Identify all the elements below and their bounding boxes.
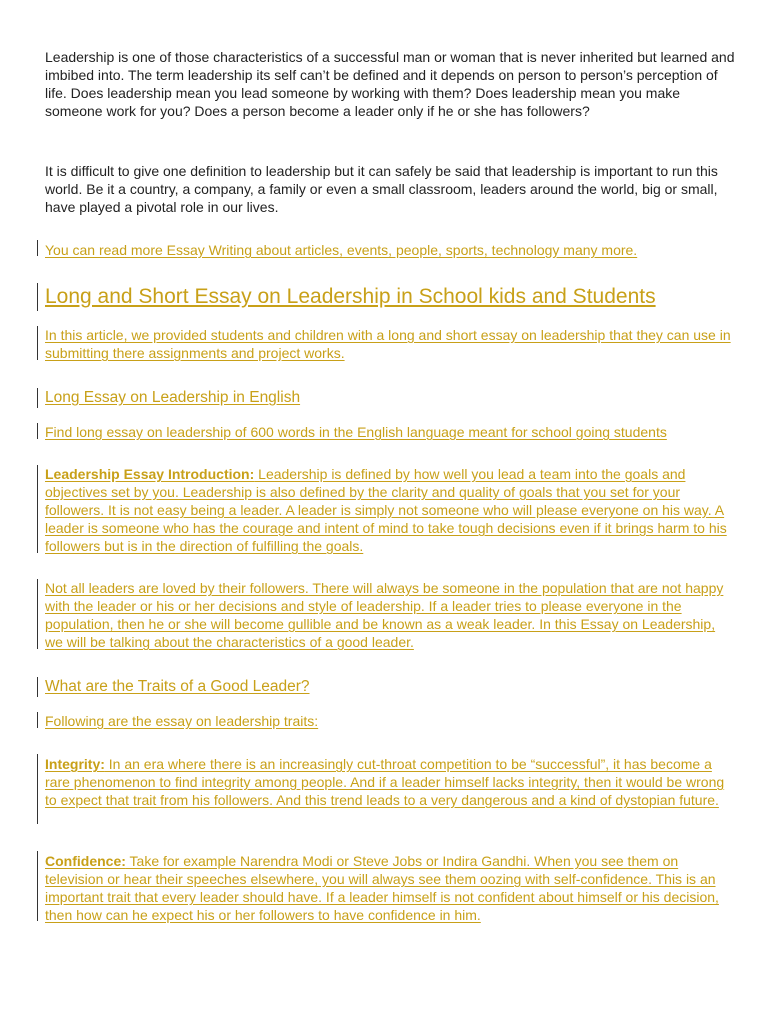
integrity-label: Integrity: [45, 756, 105, 772]
change-bar [37, 677, 38, 697]
change-bar [37, 851, 38, 921]
intro-paragraph-2: It is difficult to give one definition to leadership but it can safely be said that leadership is important to run this world. Be it a country, a company, a family or even a small classroom, leaders around the world, big or small, have played a pivotal role in our lives. [45, 163, 718, 215]
integrity-text: In an era where there is an increasingly cut-throat competition to be “successful”, it has become a rare phenomenon to find integrity among people. And if a leader himself lacks integrity, then it would be wrong to expect that trait from his followers. And this trend leads to a very dangerous and a kind of dystopian future. [45, 756, 725, 808]
main-heading-link[interactable]: Long and Short Essay on Leadership in School kids and Students [45, 285, 656, 308]
confidence-label: Confidence: [45, 853, 126, 869]
long-essay-desc-link[interactable]: Find long essay on leadership of 600 words in the English language meant for school going students [45, 424, 667, 440]
change-bar [37, 326, 38, 360]
long-essay-heading-link[interactable]: Long Essay on Leadership in English [45, 389, 301, 406]
read-more-link[interactable]: You can read more Essay Writing about articles, events, people, sports, technology many more. [45, 242, 638, 258]
introduction-label: Leadership Essay Introduction: [45, 466, 255, 482]
change-bar [37, 712, 38, 728]
traits-intro-link[interactable]: Following are the essay on leadership traits: [45, 713, 319, 729]
introduction-paragraph-link[interactable] [45, 465, 735, 555]
change-bar [37, 423, 38, 439]
article-intro-link[interactable]: In this article, we provided students and children with a long and short essay on leadership that they can use in submitting there assignments and project works. [45, 327, 731, 361]
change-bar [37, 240, 38, 256]
traits-heading-link[interactable]: What are the Traits of a Good Leader? [45, 678, 310, 695]
change-bar [37, 579, 38, 649]
change-bar [37, 465, 38, 553]
intro-paragraph-1: Leadership is one of those characteristics of a successful man or woman that is never inherited but learned and imbibed into. The term leadership its self can’t be defined and it depends on person to person’s perception of life. Does leadership mean you lead someone by working with them? Does leadership mean you make someone work for you? Does a person become a leader only if he or she has followers? [45, 49, 735, 119]
introduction-text: Leadership is defined by how well you lead a team into the goals and objectives set by you. Leadership is also defined by the clarity and quality of goals that you set for your followers. It is not easy being a leader. A leader is simply not someone who will please everyone on his way. A leader is someone who has the courage and intent of mind to take tough decisions even if it brings harm to his followers but is in the direction of fulfilling the goals. [45, 466, 727, 554]
confidence-text: Take for example Narendra Modi or Steve Jobs or Indira Gandhi. When you see them on television or hear their speeches elsewhere, you will always see them oozing with self-confidence. This is an important trait that every leader should have. If a leader himself is not confident about himself or his decision, then how can he expect his or her followers to have confidence in him. [45, 853, 719, 923]
change-bar [37, 388, 38, 408]
not-all-leaders-link[interactable]: Not all leaders are loved by their followers. There will always be someone in the population that are not happy with the leader or his or her decisions and style of leadership. If a leader tries to please everyone in the population, then he or she will become gullible and be known as a weak leader. In this Essay on Leadership, we will be talking about the characteristics of a good leader. [45, 580, 724, 650]
confidence-paragraph-link[interactable] [45, 852, 735, 924]
change-bar [37, 283, 38, 311]
change-bar [37, 754, 38, 824]
integrity-paragraph-link[interactable] [45, 755, 735, 809]
